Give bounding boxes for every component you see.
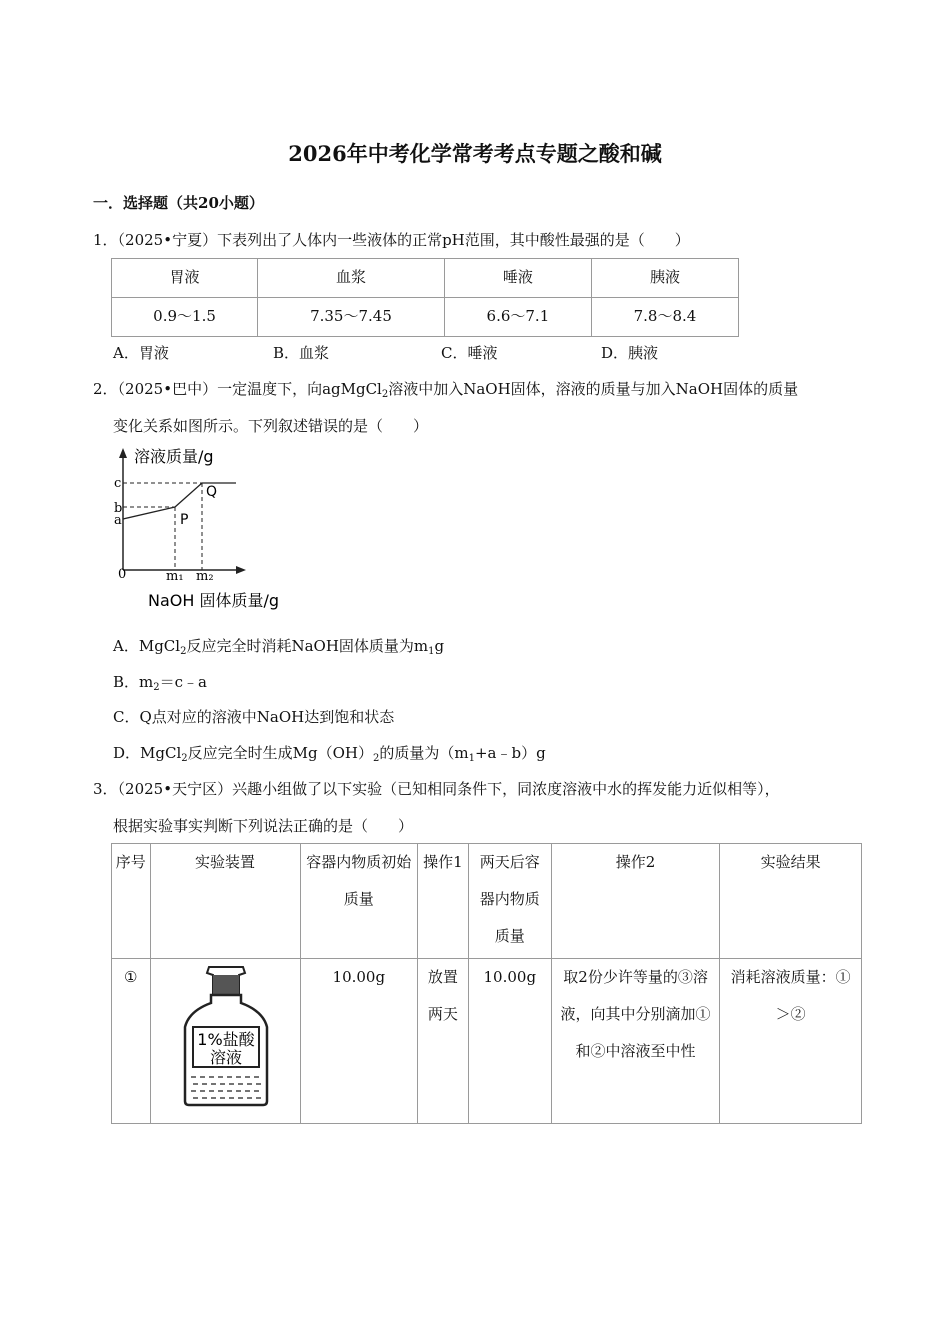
bottle-label-line2: 溶液 — [209, 1048, 242, 1067]
q3-header-cell: 操作1 — [418, 844, 469, 959]
q3-header-cell: 两天后容器内物质质量 — [468, 844, 551, 959]
q2-stem-line1: 2．（2025•巴中）一定温度下，向agMgCl$_2$溶液中加入NaOH固体，溶液的质量与加入NaOH固体的质量 — [93, 380, 799, 400]
graph-label-origin: 0 — [118, 567, 127, 582]
q2-option-d[interactable]: D．MgCl$_2$反应完全时生成$Mg(OH)_2$的质量为$(m_1+a﹣b)g$ — [113, 744, 546, 764]
q1-header-cell: 胃液 — [112, 259, 258, 298]
reagent-bottle-image — [151, 959, 300, 1119]
q2-option-c[interactable]: C．Q点对应的溶液中NaOH达到饱和状态 — [113, 708, 395, 726]
q2-option-a[interactable]: A．MgCl$_2$反应完全时消耗NaOH固体质量为$m_1g$ — [113, 637, 445, 657]
q3-row1-op2: 取2份少许等量的③溶液，向其中分别滴加①和②中溶液至中性 — [551, 959, 719, 1124]
graph-xlabel: NaOH 固体质量/g — [148, 591, 280, 610]
bottle-stopper-plug — [213, 975, 239, 995]
graph-label-p: P — [180, 512, 189, 528]
section-heading: 一．选择题（共20小题） — [93, 194, 264, 212]
graph-y-arrow — [119, 448, 127, 458]
q1-option-c[interactable]: C．唾液 — [441, 344, 498, 362]
q1-header-cell: 血浆 — [258, 259, 445, 298]
q3-row1-op1: 放置两天 — [418, 959, 469, 1124]
q1-option-b[interactable]: B．血浆 — [273, 344, 330, 362]
q3-header-cell: 实验装置 — [150, 844, 300, 959]
q3-header-cell: 序号 — [112, 844, 151, 959]
q3-header-cell: 实验结果 — [720, 844, 862, 959]
q3-header-cell: 操作2 — [551, 844, 719, 959]
q1-value-cell: 7.8～8.4 — [591, 298, 738, 337]
page-title: 2026年中考化学常考考点专题之酸和碱 — [288, 141, 662, 166]
graph-label-c: c — [114, 476, 122, 491]
q1-option-a[interactable]: A．胃液 — [113, 344, 169, 362]
q3-header-cell: 容器内物质初始质量 — [300, 844, 418, 959]
graph-label-b: b — [114, 501, 123, 516]
q1-table — [111, 258, 739, 337]
q3-row1-after: 10.00g — [468, 959, 551, 1124]
q3-stem-line1: 3．（2025•天宁区）兴趣小组做了以下实验（已知相同条件下，同浓度溶液中水的挥发能力近似相等）， — [93, 780, 780, 798]
q1-stem: 1．（2025•宁夏）下表列出了人体内一些液体的正常pH范围，其中酸性最强的是（ ） — [93, 231, 690, 249]
graph-label-m2: m₂ — [196, 569, 214, 584]
graph-label-m1: m₁ — [166, 569, 184, 584]
q3-row1-no: ① — [112, 959, 151, 1124]
graph-x-arrow — [236, 566, 246, 574]
q1-option-d[interactable]: D．胰液 — [601, 344, 659, 362]
q2-graph — [112, 442, 292, 614]
q1-value-cell: 6.6～7.1 — [444, 298, 591, 337]
q3-row1-result: 消耗溶液质量：①＞② — [720, 959, 862, 1124]
bottle-label-line1: 1%盐酸 — [196, 1030, 255, 1049]
graph-label-a: a — [114, 513, 122, 528]
q1-header-cell: 胰液 — [591, 259, 738, 298]
q3-stem-line2: 根据实验事实判断下列说法正确的是（ ） — [113, 817, 414, 835]
q2-stem-line2: 变化关系如图所示。下列叙述错误的是（ ） — [113, 417, 429, 435]
q1-header-cell: 唾液 — [444, 259, 591, 298]
q3-row1-initial: 10.00g — [300, 959, 418, 1124]
graph-label-q: Q — [206, 484, 218, 500]
q3-table — [111, 843, 862, 1124]
q1-value-cell: 7.35～7.45 — [258, 298, 445, 337]
q3-row1-apparatus — [150, 959, 300, 1124]
q1-value-cell: 0.9～1.5 — [112, 298, 258, 337]
graph-ylabel: 溶液质量/g — [134, 447, 214, 466]
q2-option-b[interactable]: B．$m_2=c﹣a$ — [113, 673, 207, 693]
